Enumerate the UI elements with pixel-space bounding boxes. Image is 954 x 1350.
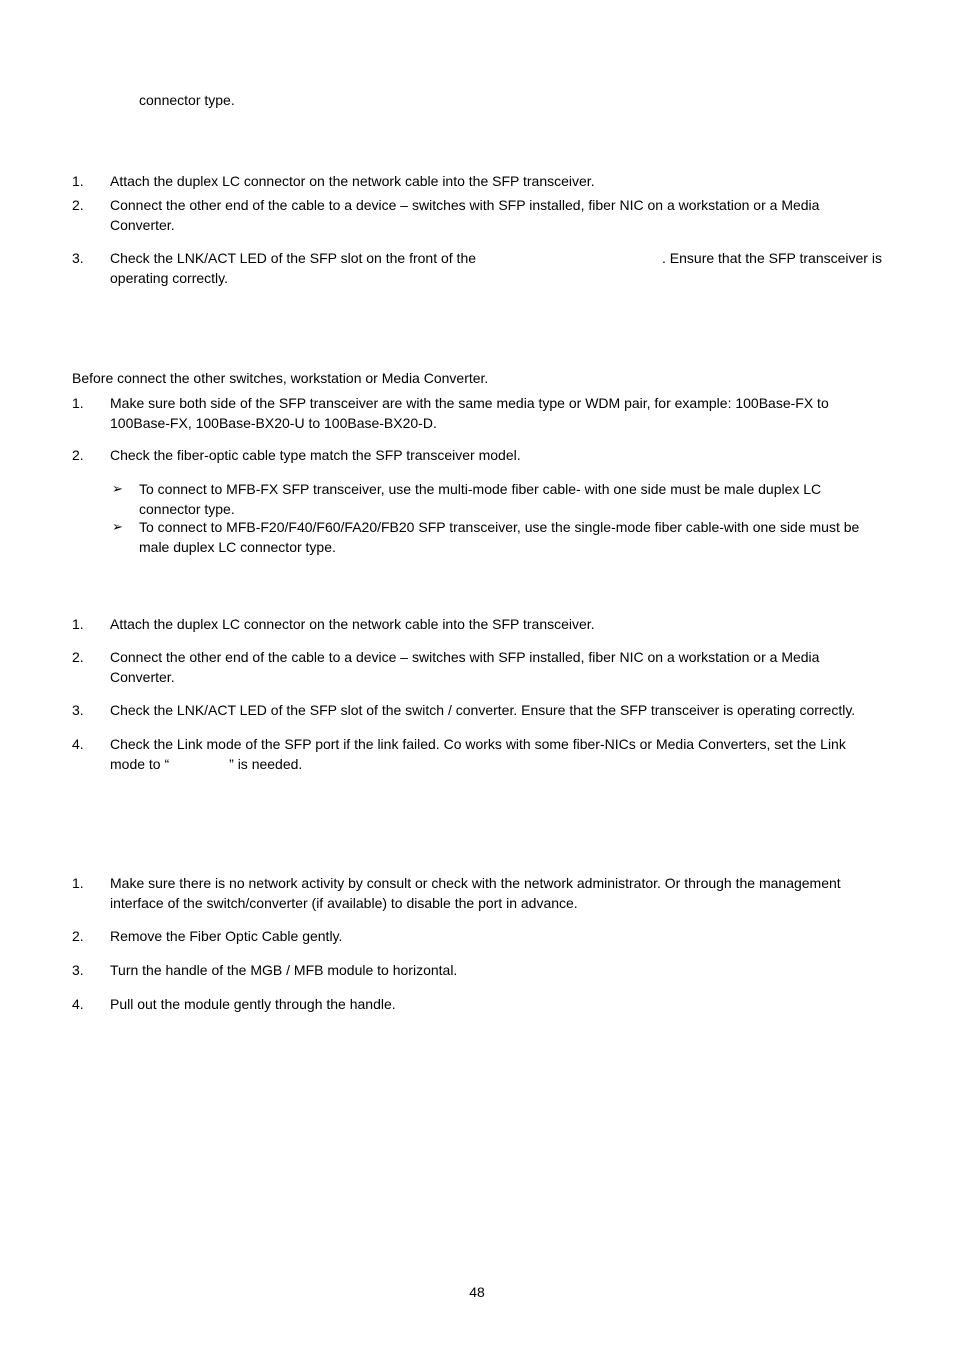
list-text: Make sure there is no network activity by consult or check with the network administrator. Or through the management interface of the switch/converter (if available) to disable the port in advance. — [110, 875, 841, 911]
list-text — [110, 734, 884, 774]
list-text: Check the fiber-optic cable type match the SFP transceiver model. — [110, 447, 521, 463]
list-number: 2. — [72, 197, 84, 213]
list-text: Remove the Fiber Optic Cable gently. — [110, 928, 343, 944]
continuation-text: connector type. — [139, 92, 235, 108]
intro-text: Before connect the other switches, workstation or Media Converter. — [72, 370, 489, 386]
list-text: Connect the other end of the cable to a device – switches with SFP installed, fiber NIC on a workstation or a Media Converter. — [110, 649, 820, 685]
list-number: 3. — [72, 962, 84, 978]
list-number: 3. — [72, 250, 84, 266]
list-number: 3. — [72, 702, 84, 718]
list-text — [110, 248, 884, 288]
list-text: Turn the handle of the MGB / MFB module to horizontal. — [110, 962, 458, 978]
list-number: 2. — [72, 928, 84, 944]
arrow-bullet-icon: ➢ — [112, 481, 123, 496]
list-number: 2. — [72, 447, 84, 463]
page-number: 48 — [469, 1284, 485, 1300]
list-number: 1. — [72, 616, 84, 632]
list-text-after: . Ensure that the SFP transceiver is operating correctly. — [110, 250, 882, 286]
list-text-before: Check the Link mode of the SFP port if the link failed. Co works with some fiber-NICs or Media Converters, set the Link mode to “ — [110, 736, 846, 772]
bullet-text: To connect to MFB-F20/F40/F60/FA20/FB20 SFP transceiver, use the single-mode fiber cable-with one side must be male duplex LC connector type. — [139, 519, 860, 555]
arrow-bullet-icon: ➢ — [112, 519, 123, 534]
list-number: 1. — [72, 875, 84, 891]
list-number: 2. — [72, 649, 84, 665]
bullet-text: To connect to MFB-FX SFP transceiver, use the multi-mode fiber cable- with one side must be male duplex LC connector type. — [139, 481, 822, 517]
list-text: Connect the other end of the cable to a device – switches with SFP installed, fiber NIC on a workstation or a Media Converter. — [110, 197, 820, 233]
list-text: Make sure both side of the SFP transceiver are with the same media type or WDM pair, for example: 100Base-FX to 100Base-FX, 100Base-BX20-U to 100Base-BX20-D. — [110, 395, 829, 431]
list-text: Attach the duplex LC connector on the network cable into the SFP transceiver. — [110, 173, 595, 189]
list-number: 1. — [72, 173, 84, 189]
list-text: Pull out the module gently through the handle. — [110, 996, 396, 1012]
list-text-after: ” is needed. — [229, 756, 303, 772]
list-text: Check the LNK/ACT LED of the SFP slot of the switch / converter. Ensure that the SFP transceiver is operating correctly. — [110, 702, 856, 718]
list-number: 4. — [72, 736, 84, 752]
list-number: 1. — [72, 395, 84, 411]
list-number: 4. — [72, 996, 84, 1012]
list-text-before: Check the LNK/ACT LED of the SFP slot on the front of the — [110, 250, 477, 266]
list-text: Attach the duplex LC connector on the network cable into the SFP transceiver. — [110, 616, 595, 632]
